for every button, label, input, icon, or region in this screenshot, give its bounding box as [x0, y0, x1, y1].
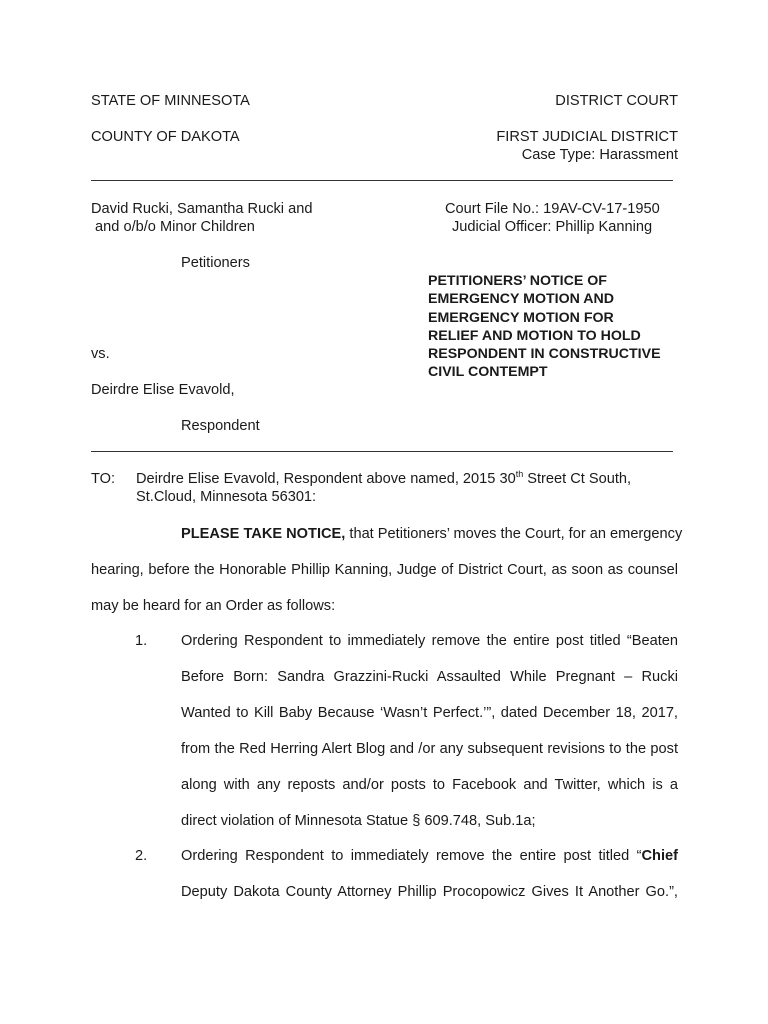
vs-label: vs. [91, 346, 110, 362]
to-label: TO: [91, 471, 116, 487]
petitioners-label: Petitioners [181, 255, 250, 271]
caption-bottom-rule [91, 451, 673, 452]
court-label: DISTRICT COURT [555, 93, 678, 109]
notice-lead: PLEASE TAKE NOTICE, [181, 526, 346, 542]
item-1-line: Ordering Respondent to immediately remove the entire post titled “Beaten [181, 633, 678, 649]
case-type: Case Type: Harassment [521, 147, 678, 163]
motion-title-line: EMERGENCY MOTION FOR [428, 309, 614, 326]
item-1-line: from the Red Herring Alert Blog and /or any subsequent revisions to the post [181, 741, 678, 757]
item-2-line [181, 847, 678, 865]
respondent-name: Deirdre Elise Evavold, [91, 382, 235, 398]
notice-line-1 [181, 525, 683, 543]
item-number: 1. [135, 633, 148, 649]
to-address-line-2: St.Cloud, Minnesota 56301: [136, 489, 317, 505]
item-1-line: Before Born: Sandra Grazzini-Rucki Assaulted While Pregnant – Rucki [181, 669, 678, 685]
item-1-line: along with any reposts and/or posts to Facebook and Twitter, which is a [181, 777, 678, 793]
parties-line-1: David Rucki, Samantha Rucki and [91, 201, 313, 217]
judicial-officer: Judicial Officer: Phillip Kanning [452, 219, 653, 235]
parties-line-2: and o/b/o Minor Children [91, 219, 255, 235]
ordinal-suffix: th [515, 469, 524, 480]
motion-title-line: RELIEF AND MOTION TO HOLD [428, 327, 641, 344]
item-2-line: Deputy Dakota County Attorney Phillip Procopowicz Gives It Another Go.”, [181, 884, 678, 900]
to-address-text: Street Ct South, [523, 471, 632, 487]
item-1-line: Wanted to Kill Baby Because ‘Wasn’t Perfect.’”, dated December 18, 2017, [181, 705, 678, 721]
item-2-bold-text: Chief [641, 848, 678, 864]
motion-title-line: EMERGENCY MOTION AND [428, 291, 615, 308]
motion-title [428, 272, 661, 382]
county-label: COUNTY OF DAKOTA [91, 129, 240, 145]
item-2-text: Ordering Respondent to immediately remove the entire post titled “ [181, 848, 642, 864]
respondent-label: Respondent [181, 418, 260, 434]
notice-text: that Petitioners’ moves the Court, for an emergency [345, 526, 683, 542]
notice-line-2: hearing, before the Honorable Phillip Kanning, Judge of District Court, as soon as counsel [91, 562, 678, 578]
state-label: STATE OF MINNESOTA [91, 93, 250, 109]
motion-title-line: PETITIONERS’ NOTICE OF [428, 273, 607, 289]
court-file-no: Court File No.: 19AV-CV-17-1950 [445, 201, 660, 217]
motion-title-line: RESPONDENT IN CONSTRUCTIVE [428, 346, 661, 363]
to-address-text: Deirdre Elise Evavold, Respondent above named, 2015 30 [136, 471, 516, 487]
district-label: FIRST JUDICIAL DISTRICT [496, 129, 678, 145]
item-1-line: direct violation of Minnesota Statue § 609.748, Sub.1a; [181, 813, 536, 829]
motion-title-line: CIVIL CONTEMPT [428, 364, 548, 381]
notice-line-3: may be heard for an Order as follows: [91, 598, 336, 614]
to-address-line-1 [136, 470, 631, 488]
item-number: 2. [135, 848, 148, 864]
caption-top-rule [91, 180, 673, 181]
